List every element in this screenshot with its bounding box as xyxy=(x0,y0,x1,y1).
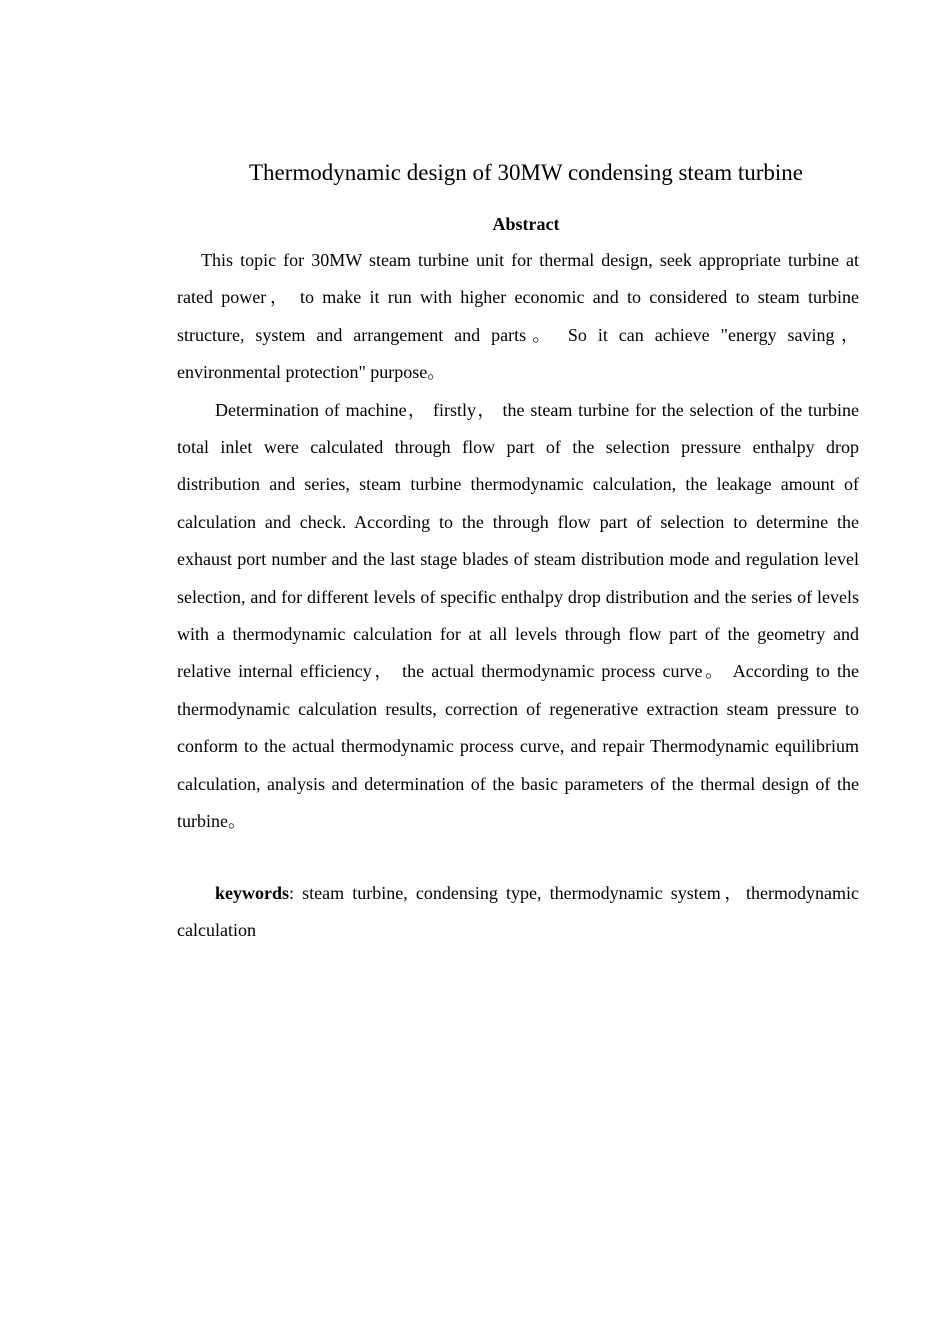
document-content xyxy=(177,156,859,949)
abstract-heading: Abstract xyxy=(492,214,560,234)
keywords-label: keywords xyxy=(215,882,290,903)
keywords-line xyxy=(177,875,859,950)
abstract-paragraph-1: This topic for 30MW steam turbine unit for thermal design, seek appropriate turbine at rated power， to make it run with higher economic and to considered to steam turbine structure, system and arrangement and parts。 So it can achieve "energy saving，environmental protection" purpose。 xyxy=(177,250,859,383)
keywords-colon: : xyxy=(289,882,295,903)
keywords-text: steam turbine, condensing type, thermodynamic system，thermodynamic calculation xyxy=(177,882,859,940)
abstract-paragraph-2: Determination of machine， firstly， the steam turbine for the selection of the turbine total inlet were calculated through flow part of the selection pressure enthalpy drop distribution and series, steam turbine thermodynamic calculation, the leakage amount of calculation and check. According to the through flow part of selection to determine the exhaust port number and the last stage blades of steam distribution mode and regulation level selection, and for different levels of specific enthalpy drop distribution and the series of levels with a thermodynamic calculation for at all levels through flow part of the geometry and relative internal efficiency， the actual thermodynamic process curve。 According to the thermodynamic calculation results, correction of regenerative extraction steam pressure to conform to the actual thermodynamic process curve, and repair Thermodynamic equilibrium calculation, analysis and determination of the basic parameters of the thermal design of the turbine。 xyxy=(177,399,859,832)
document-title: Thermodynamic design of 30MW condensing steam turbine xyxy=(248,160,803,185)
